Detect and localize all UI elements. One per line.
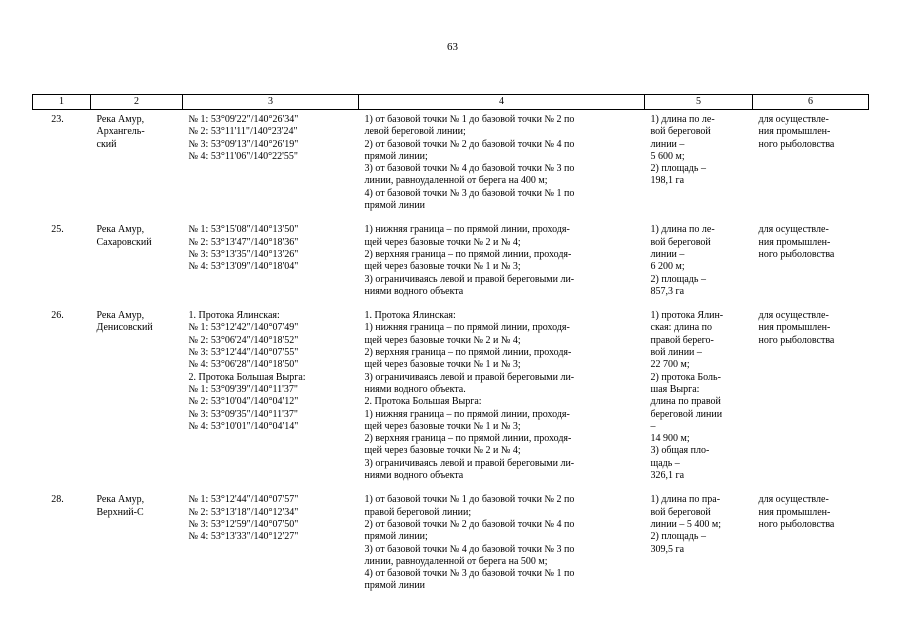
boundary-description xyxy=(359,110,645,221)
boundary-description-line: 1) нижняя граница – по прямой линии, проходя- xyxy=(364,224,570,236)
boundary-description-line: 2. Протока Большая Вырга: xyxy=(364,396,482,408)
site-name xyxy=(91,220,183,306)
site-size-line: вой береговой xyxy=(650,236,711,248)
base-point-coordinates-line: № 3: 53°09'35"/140°11'37" xyxy=(188,408,298,420)
boundary-description-line: 1) нижняя граница – по прямой линии, проходя- xyxy=(364,322,570,334)
site-size-line: шая Вырга: xyxy=(650,383,700,395)
boundary-description-line: ниями водного объекта xyxy=(364,285,464,297)
site-name-line: Сахаровский xyxy=(96,236,152,248)
boundary-description-line: 2) верхняя граница – по прямой линии, проходя- xyxy=(364,347,572,359)
site-name-line: Верхний-С xyxy=(96,506,144,518)
column-header-3: 3 xyxy=(183,95,359,110)
boundary-description-line: 4) от базовой точки № 3 до базовой точки № 1 по xyxy=(364,568,575,580)
table-row xyxy=(33,490,869,600)
base-point-coordinates-line: № 3: 53°13'35"/140°13'26" xyxy=(188,248,299,260)
boundary-description-line: ниями водного объекта. xyxy=(364,383,466,395)
column-header-4: 4 xyxy=(359,95,645,110)
boundary-description-line: прямой линии; xyxy=(364,531,428,543)
boundary-description-line: левой береговой линии; xyxy=(364,126,466,138)
boundary-description-line: 1) нижняя граница – по прямой линии, проходя- xyxy=(364,408,570,420)
site-size-line: 326,1 га xyxy=(650,470,685,482)
site-size-line: длина по правой xyxy=(650,396,721,408)
base-point-coordinates-line: № 1: 53°09'39"/140°11'37" xyxy=(188,383,298,395)
boundary-description-line: правой береговой линии; xyxy=(364,506,472,518)
site-size-line: 3) общая пло- xyxy=(650,445,710,457)
base-point-coordinates-line: № 1: 53°15'08"/140°13'50" xyxy=(188,224,299,236)
base-point-coordinates-line: № 1: 53°09'22"/140°26'34" xyxy=(188,114,299,125)
table-header-row xyxy=(33,95,869,110)
base-point-coordinates-line: № 3: 53°12'59"/140°07'50" xyxy=(188,518,299,530)
boundary-description-line: 2) от базовой точки № 2 до базовой точки № 4 по xyxy=(364,138,575,150)
fishing-sites-table xyxy=(32,94,869,601)
site-size-line: щадь – xyxy=(650,457,680,469)
site-purpose-line: для осуществле- xyxy=(758,310,829,322)
column-header-1: 1 xyxy=(33,95,91,110)
site-size-line: вой береговой xyxy=(650,126,711,138)
boundary-description-line: 3) ограничиваясь левой и правой береговыми ли- xyxy=(364,457,575,469)
site-size-line: 1) протока Ялин- xyxy=(650,310,724,322)
boundary-description xyxy=(359,220,645,306)
site-purpose xyxy=(753,110,869,221)
boundary-description-line: 2) от базовой точки № 2 до базовой точки № 4 по xyxy=(364,518,575,530)
site-size xyxy=(645,220,753,306)
base-point-coordinates-line: 1. Протока Ялинская: xyxy=(188,310,280,322)
site-purpose-line: ния промышлен- xyxy=(758,322,831,334)
base-point-coordinates-line: № 1: 53°12'42"/140°07'49" xyxy=(188,322,299,334)
site-size-line: 2) площадь – xyxy=(650,163,706,175)
site-name-line: Река Амур, xyxy=(96,310,145,322)
boundary-description-line: прямой линии; xyxy=(364,150,428,162)
site-size-line: правой берего- xyxy=(650,334,714,346)
site-size-line: 5 600 м; xyxy=(650,150,685,162)
site-size xyxy=(645,490,753,600)
base-point-coordinates-line: 2. Протока Большая Вырга: xyxy=(188,371,306,383)
boundary-description-line: 1) от базовой точки № 1 до базовой точки № 2 по xyxy=(364,494,575,506)
base-point-coordinates-line: № 4: 53°11'06"/140°22'55" xyxy=(188,150,298,162)
boundary-description-line: щей через базовые точки № 2 и № 4; xyxy=(364,334,521,346)
base-point-coordinates-line: № 3: 53°09'13"/140°26'19" xyxy=(188,138,299,150)
site-purpose-line: ния промышлен- xyxy=(758,506,831,518)
boundary-description-line: 3) ограничиваясь левой и правой береговыми ли- xyxy=(364,273,575,285)
site-size-line: 857,3 га xyxy=(650,285,685,297)
site-size-line: линии – 5 400 м; xyxy=(650,518,722,530)
column-header-6: 6 xyxy=(753,95,869,110)
boundary-description-line: ниями водного объекта xyxy=(364,470,464,482)
site-size-line: 1) длина по ле- xyxy=(650,114,715,125)
site-name xyxy=(91,110,183,221)
boundary-description-line: линии, равноудаленной от берега на 400 м; xyxy=(364,175,548,187)
site-purpose-line: для осуществле- xyxy=(758,494,829,506)
site-size-line: 14 900 м; xyxy=(650,433,690,445)
base-point-coordinates-line: № 3: 53°12'44"/140°07'55" xyxy=(188,347,299,359)
row-number: 28. xyxy=(51,494,64,506)
site-purpose xyxy=(753,490,869,600)
boundary-description-line: прямой линии xyxy=(364,580,426,592)
boundary-description-line: щей через базовые точки № 1 и № 3; xyxy=(364,359,521,371)
boundary-description-line: 4) от базовой точки № 3 до базовой точки № 1 по xyxy=(364,187,575,199)
site-purpose-line: для осуществле- xyxy=(758,224,829,236)
site-size-line: 198,1 га xyxy=(650,175,685,187)
site-size-line: 2) площадь – xyxy=(650,273,706,285)
boundary-description xyxy=(359,490,645,600)
base-point-coordinates xyxy=(183,110,359,221)
column-header-5: 5 xyxy=(645,95,753,110)
base-point-coordinates-line: № 2: 53°06'24"/140°18'52" xyxy=(188,334,299,346)
base-point-coordinates-line: № 1: 53°12'44"/140°07'57" xyxy=(188,494,299,506)
site-purpose-line: ного рыболовства xyxy=(758,518,835,530)
boundary-description-line: 1. Протока Ялинская: xyxy=(364,310,456,322)
site-size-line: ская: длина по xyxy=(650,322,713,334)
page-number: 63 xyxy=(447,41,458,53)
site-name-line: ский xyxy=(96,138,117,150)
site-purpose-line: ного рыболовства xyxy=(758,248,835,260)
base-point-coordinates-line: № 2: 53°10'04"/140°04'12" xyxy=(188,396,299,408)
boundary-description-line: 3) от базовой точки № 4 до базовой точки № 3 по xyxy=(364,543,575,555)
site-size-line: 6 200 м; xyxy=(650,261,685,273)
row-number: 26. xyxy=(51,310,64,322)
row-number: 23. xyxy=(51,114,64,125)
site-size xyxy=(645,306,753,490)
base-point-coordinates xyxy=(183,220,359,306)
site-size-line: вой линии – xyxy=(650,347,702,359)
site-size-line: 22 700 м; xyxy=(650,359,690,371)
site-purpose-line: ного рыболовства xyxy=(758,138,835,150)
site-size-line: – xyxy=(650,420,656,432)
boundary-description-line: 3) от базовой точки № 4 до базовой точки № 3 по xyxy=(364,163,575,175)
site-purpose-line: ния промышлен- xyxy=(758,236,831,248)
table-row xyxy=(33,110,869,221)
site-name-line: Архангель- xyxy=(96,126,145,138)
base-point-coordinates-line: № 2: 53°13'47"/140°18'36" xyxy=(188,236,299,248)
boundary-description-line: щей через базовые точки № 1 и № 3; xyxy=(364,420,521,432)
site-purpose xyxy=(753,220,869,306)
base-point-coordinates xyxy=(183,490,359,600)
site-name-line: Денисовский xyxy=(96,322,153,334)
base-point-coordinates-line: № 4: 53°06'28"/140°18'50" xyxy=(188,359,299,371)
site-purpose-line: для осуществле- xyxy=(758,114,829,125)
base-point-coordinates-line: № 2: 53°13'18"/140°12'34" xyxy=(188,506,299,518)
site-size-line: 2) протока Боль- xyxy=(650,371,721,383)
site-size-line: линии – xyxy=(650,138,685,150)
site-purpose xyxy=(753,306,869,490)
site-name xyxy=(91,306,183,490)
site-name xyxy=(91,490,183,600)
site-purpose-line: ния промышлен- xyxy=(758,126,831,138)
site-size-line: линии – xyxy=(650,248,685,260)
site-purpose-line: ного рыболовства xyxy=(758,334,835,346)
site-size-line: 1) длина по пра- xyxy=(650,494,721,506)
site-name-line: Река Амур, xyxy=(96,494,145,506)
boundary-description-line: щей через базовые точки № 2 и № 4; xyxy=(364,445,521,457)
site-size-line: 1) длина по ле- xyxy=(650,224,715,236)
boundary-description xyxy=(359,306,645,490)
boundary-description-line: 2) верхняя граница – по прямой линии, проходя- xyxy=(364,248,572,260)
site-name-line: Река Амур, xyxy=(96,224,145,236)
boundary-description-line: 1) от базовой точки № 1 до базовой точки № 2 по xyxy=(364,114,575,125)
site-size-line: береговой линии xyxy=(650,408,723,420)
boundary-description-line: щей через базовые точки № 1 и № 3; xyxy=(364,261,521,273)
site-name-line: Река Амур, xyxy=(96,114,145,125)
site-size-line: вой береговой xyxy=(650,506,711,518)
base-point-coordinates-line: № 4: 53°10'01"/140°04'14" xyxy=(188,420,299,432)
site-size xyxy=(645,110,753,221)
boundary-description-line: прямой линии xyxy=(364,200,426,212)
table-row xyxy=(33,306,869,490)
boundary-description-line: 2) верхняя граница – по прямой линии, проходя- xyxy=(364,433,572,445)
boundary-description-line: щей через базовые точки № 2 и № 4; xyxy=(364,236,521,248)
site-size-line: 309,5 га xyxy=(650,543,685,555)
base-point-coordinates-line: № 4: 53°13'09"/140°18'04" xyxy=(188,261,299,273)
table-row xyxy=(33,220,869,306)
base-point-coordinates-line: № 2: 53°11'11"/140°23'24" xyxy=(188,126,298,138)
boundary-description-line: 3) ограничиваясь левой и правой береговыми ли- xyxy=(364,371,575,383)
boundary-description-line: линии, равноудаленной от берега на 500 м; xyxy=(364,555,548,567)
row-number: 25. xyxy=(51,224,64,236)
base-point-coordinates-line: № 4: 53°13'33"/140°12'27" xyxy=(188,531,299,543)
base-point-coordinates xyxy=(183,306,359,490)
column-header-2: 2 xyxy=(91,95,183,110)
table-body xyxy=(33,95,869,601)
site-size-line: 2) площадь – xyxy=(650,531,706,543)
